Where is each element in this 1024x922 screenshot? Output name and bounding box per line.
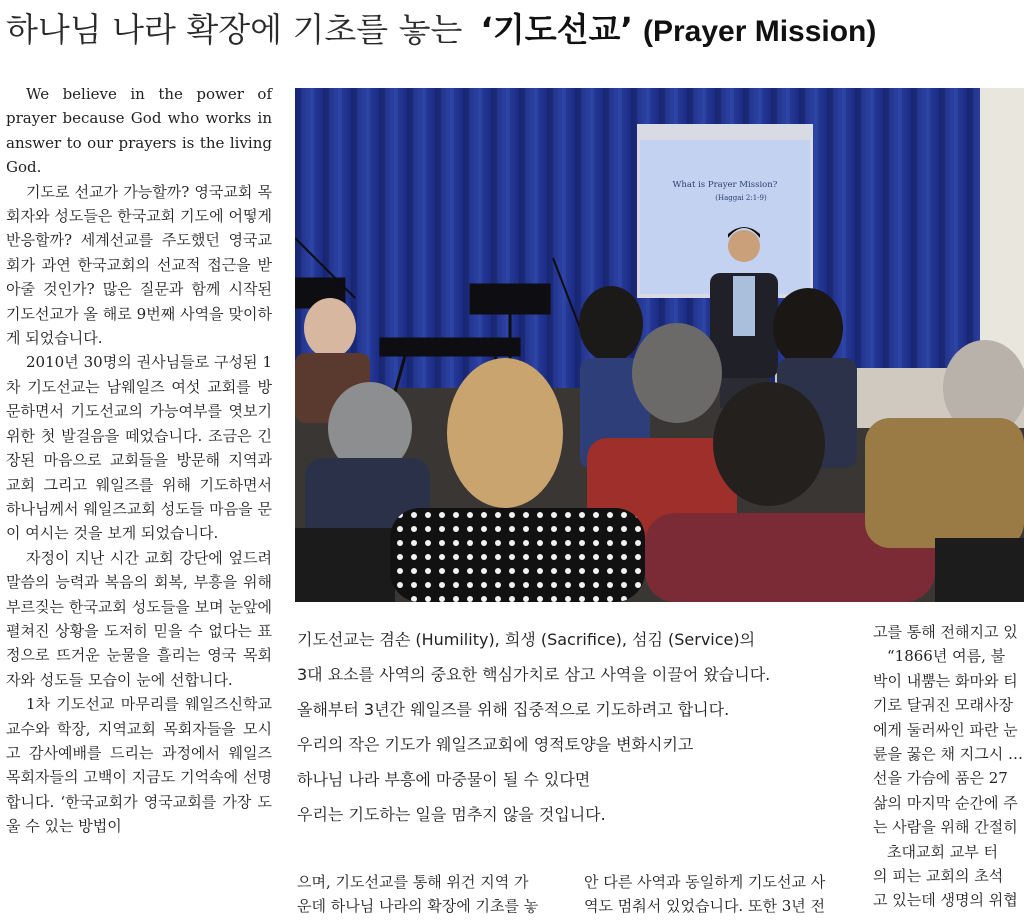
quote-line: 우리는 기도하는 일을 멈추지 않을 것입니다. <box>297 805 606 824</box>
photo-illustration <box>295 88 1024 602</box>
paragraph: 1차 기도선교 마무리를 웨일즈신학교 교수와 학장, 지역교회 목회자들을 모시고 감사예배를 드리는 과정에서 웨일즈 목회자들의 고백이 지금도 기억속에 선명합니다. ‘한국교회가 영국교회를 가장 도울 수 있는 방법이 <box>6 695 272 836</box>
headline-main: 하나님 나라 확장에 기초를 놓는 <box>6 10 463 49</box>
quote-line: 3대 요소를 사역의 중요한 핵심가치로 삼고 사역을 이끌어 왔습니다. <box>297 665 771 684</box>
slide-subtitle: (Haggai 2:1-9) <box>715 194 767 202</box>
bottom-middle-column <box>297 870 567 919</box>
quote-line: 올해부터 3년간 웨일즈를 위해 집중적으로 기도하려고 합니다. <box>297 700 730 719</box>
text-line: 역도 멈춰서 있었습니다. 또한 3년 전 <box>584 897 826 916</box>
text-line: 안 다른 사역과 동일하게 기도선교 사 <box>584 873 826 891</box>
text-line: 의 피는 교회의 초석 <box>873 867 1004 886</box>
text-line: “1866년 여름, 불 <box>887 647 1006 666</box>
bottom-right-column <box>584 870 854 919</box>
quote-line: 하나님 나라 부흥에 마중물이 될 수 있다면 <box>297 770 591 789</box>
paragraph: 2010년 30명의 권사님들로 구성된 1차 기도선교는 남웨일즈 여섯 교회를 방문하면서 기도선교의 가능여부를 엿보기 위한 첫 발걸음을 떼었습니다. 조금은 긴장된 마음으로 교회들을 방문해 지역과 교회 그리고 웨일즈를 위해 기도하면서 하나님께서 웨일즈교회 성도들 마음을 문이 여시는 것을 보게 되었습니다. <box>6 353 272 543</box>
text-line: 초대교회 교부 터 <box>887 842 998 861</box>
paragraph: 자정이 지난 시간 교회 강단에 엎드려 말씀의 능력과 복음의 회복, 부흥을 위해 부르짖는 한국교회 성도들을 보며 눈앞에 펼쳐진 상황을 도저히 믿을 수 없다는 표정으로 뜨거운 눈물을 흘리는 영국 목회자와 성도들 모습이 눈에 선합니다. <box>6 548 272 689</box>
paragraph: 기도로 선교가 가능할까? 영국교회 목회자와 성도들은 한국교회 기도에 어떻게 반응할까? 세계선교를 주도했던 영국교회가 과연 한국교회의 선교적 접근을 받아줄 것인가? 많은 질문과 함께 시작된 기도선교가 올 해로 9번째 사역을 맞이하게 되었습니다. <box>6 182 272 348</box>
text-line: 삶의 마지막 순간에 주 <box>873 793 1018 812</box>
prayer-mission-photo <box>295 88 1024 602</box>
text-line: 선을 가슴에 품은 27 <box>873 769 1008 788</box>
text-line: 운데 하나님 나라의 확장에 기초를 놓 <box>297 897 539 916</box>
projection-screen <box>637 124 813 298</box>
headline-bold: ‘기도선교’ <box>480 10 633 49</box>
text-line: 에게 둘러싸인 파란 눈 <box>873 720 1018 739</box>
pull-quote <box>297 622 857 832</box>
right-article-column <box>873 620 1024 913</box>
paragraph-english-intro: We believe in the power of prayer because God who works in answer to our prayers is the living God. <box>6 85 272 177</box>
slide-title: What is Prayer Mission? <box>672 180 778 190</box>
text-line: 기로 달궈진 모래사장 <box>873 696 1013 715</box>
text-line: 박이 내뿜는 화마와 티 <box>873 671 1018 690</box>
left-article-column <box>6 82 272 839</box>
headline <box>6 4 1024 66</box>
quote-line: 기도선교는 겸손 (Humility), 희생 (Sacrifice), 섬김 (Service)의 <box>297 630 756 649</box>
text-line: 는 사람을 위해 간절히 <box>873 818 1018 837</box>
quote-line: 우리의 작은 기도가 웨일즈교회에 영적토양을 변화시키고 <box>297 735 694 754</box>
text-line: 륜을 꿇은 채 지그시 … <box>873 745 1023 764</box>
headline-english: (Prayer Mission) <box>642 15 877 48</box>
text-line: 으며, 기도선교를 통해 위건 지역 가 <box>297 873 529 891</box>
text-line: 고 있는데 생명의 위협 <box>873 891 1018 910</box>
text-line: 고를 통해 전해지고 있 <box>873 623 1018 641</box>
